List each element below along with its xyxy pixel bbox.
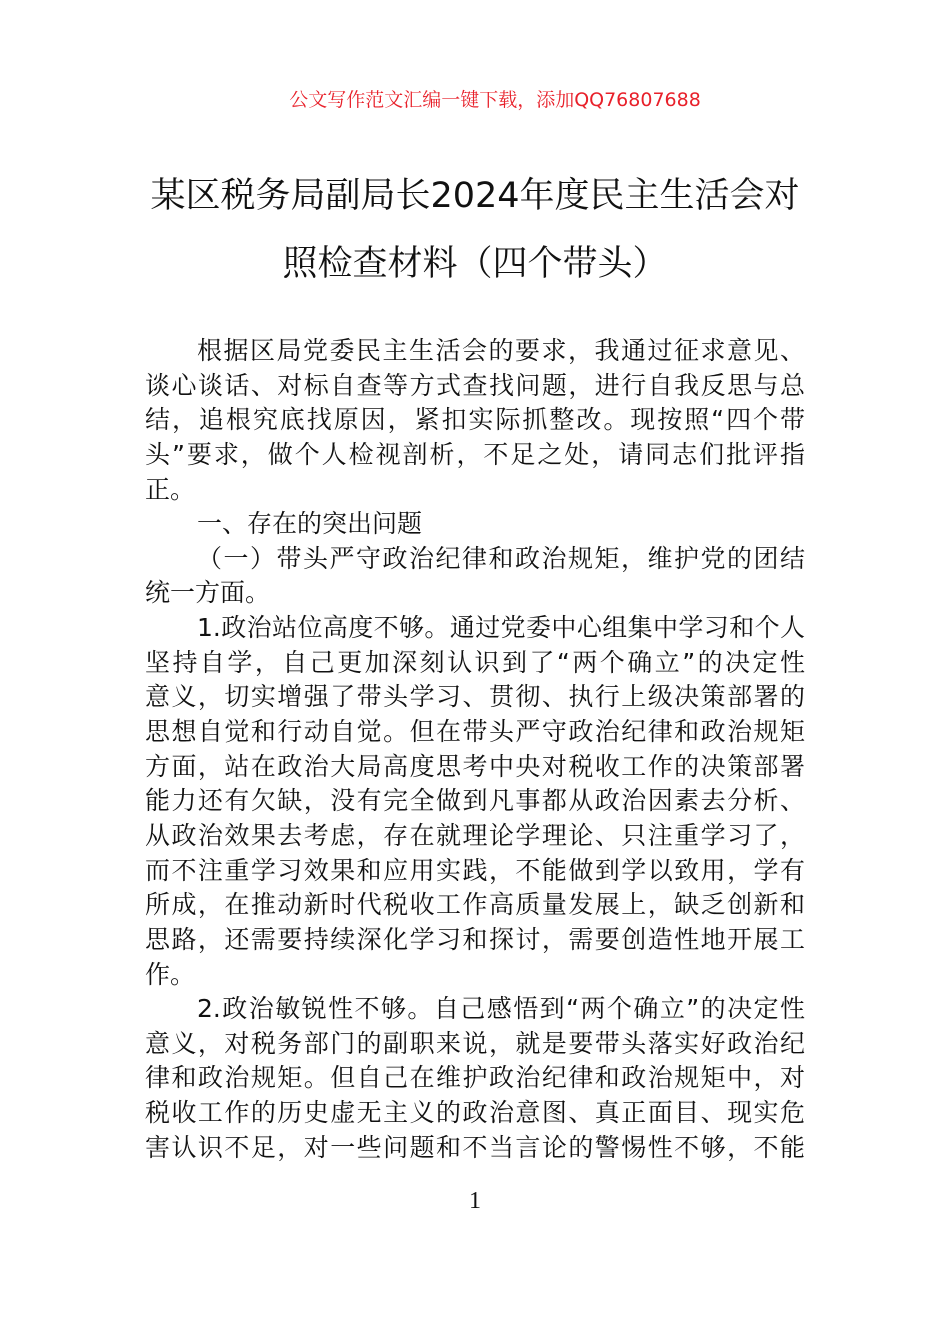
text-line: 方面，站在政治大局高度思考中央对税收工作的决策部署 [145,751,805,781]
document-body [145,334,805,1165]
text-line: 意义，切实增强了带头学习、贯彻、执行上级决策部署的 [145,682,805,712]
text-line: 统一方面。 [145,578,271,608]
text-line: 而不注重学习效果和应用实践，不能做到学以致用，学有 [145,855,805,885]
page-number: 1 [469,1188,481,1214]
text-line: 坚持自学，自己更加深刻认识到了“两个确立”的决定性 [145,647,805,677]
text-line: 税收工作的历史虚无主义的政治意图、真正面目、现实危 [145,1098,805,1128]
text-line: 1.政治站位高度不够。通过党委中心组集中学习和个人 [197,613,805,643]
text-line: 作。 [145,959,196,989]
text-line: 害认识不足，对一些问题和不当言论的警惕性不够，不能 [145,1132,805,1162]
text-line: 谈心谈话、对标自查等方式查找问题，进行自我反思与总 [145,370,805,400]
document-title-line-1: 某区税务局副局长2024年度民主生活会对 [150,176,800,216]
section-heading: 一、存在的突出问题 [197,509,423,539]
text-line: 能力还有欠缺，没有完全做到凡事都从政治因素去分析、 [145,786,805,816]
text-line: 2.政治敏锐性不够。自己感悟到“两个确立”的决定性 [197,994,805,1024]
text-line: 思想自觉和行动自觉。但在带头严守政治纪律和政治规矩 [145,717,805,747]
text-line: 意义，对税务部门的副职来说，就是要带头落实好政治纪 [145,1028,805,1058]
text-line: 根据区局党委民主生活会的要求，我通过征求意见、 [197,336,805,365]
text-line: 从政治效果去考虑，存在就理论学理论、只注重学习了， [145,820,805,850]
text-line: 思路，还需要持续深化学习和探讨，需要创造性地开展工 [145,924,805,954]
text-line: 结，追根究底找原因，紧扣实际抓整改。现按照“四个带 [145,405,805,435]
text-line: 律和政治规矩。但自己在维护政治纪律和政治规矩中，对 [145,1063,805,1093]
text-line: 头”要求，做个人检视剖析，不足之处，请同志们批评指 [145,439,805,469]
document-title-line-2: 照检查材料（四个带头） [282,244,668,284]
subsection-heading: （一）带头严守政治纪律和政治规矩，维护党的团结 [197,543,805,573]
download-banner: 公文写作范文汇编一键下载，添加QQ76807688 [289,89,701,111]
text-line: 所成，在推动新时代税收工作高质量发展上，缺乏创新和 [145,890,805,920]
text-line: 正。 [145,474,196,504]
